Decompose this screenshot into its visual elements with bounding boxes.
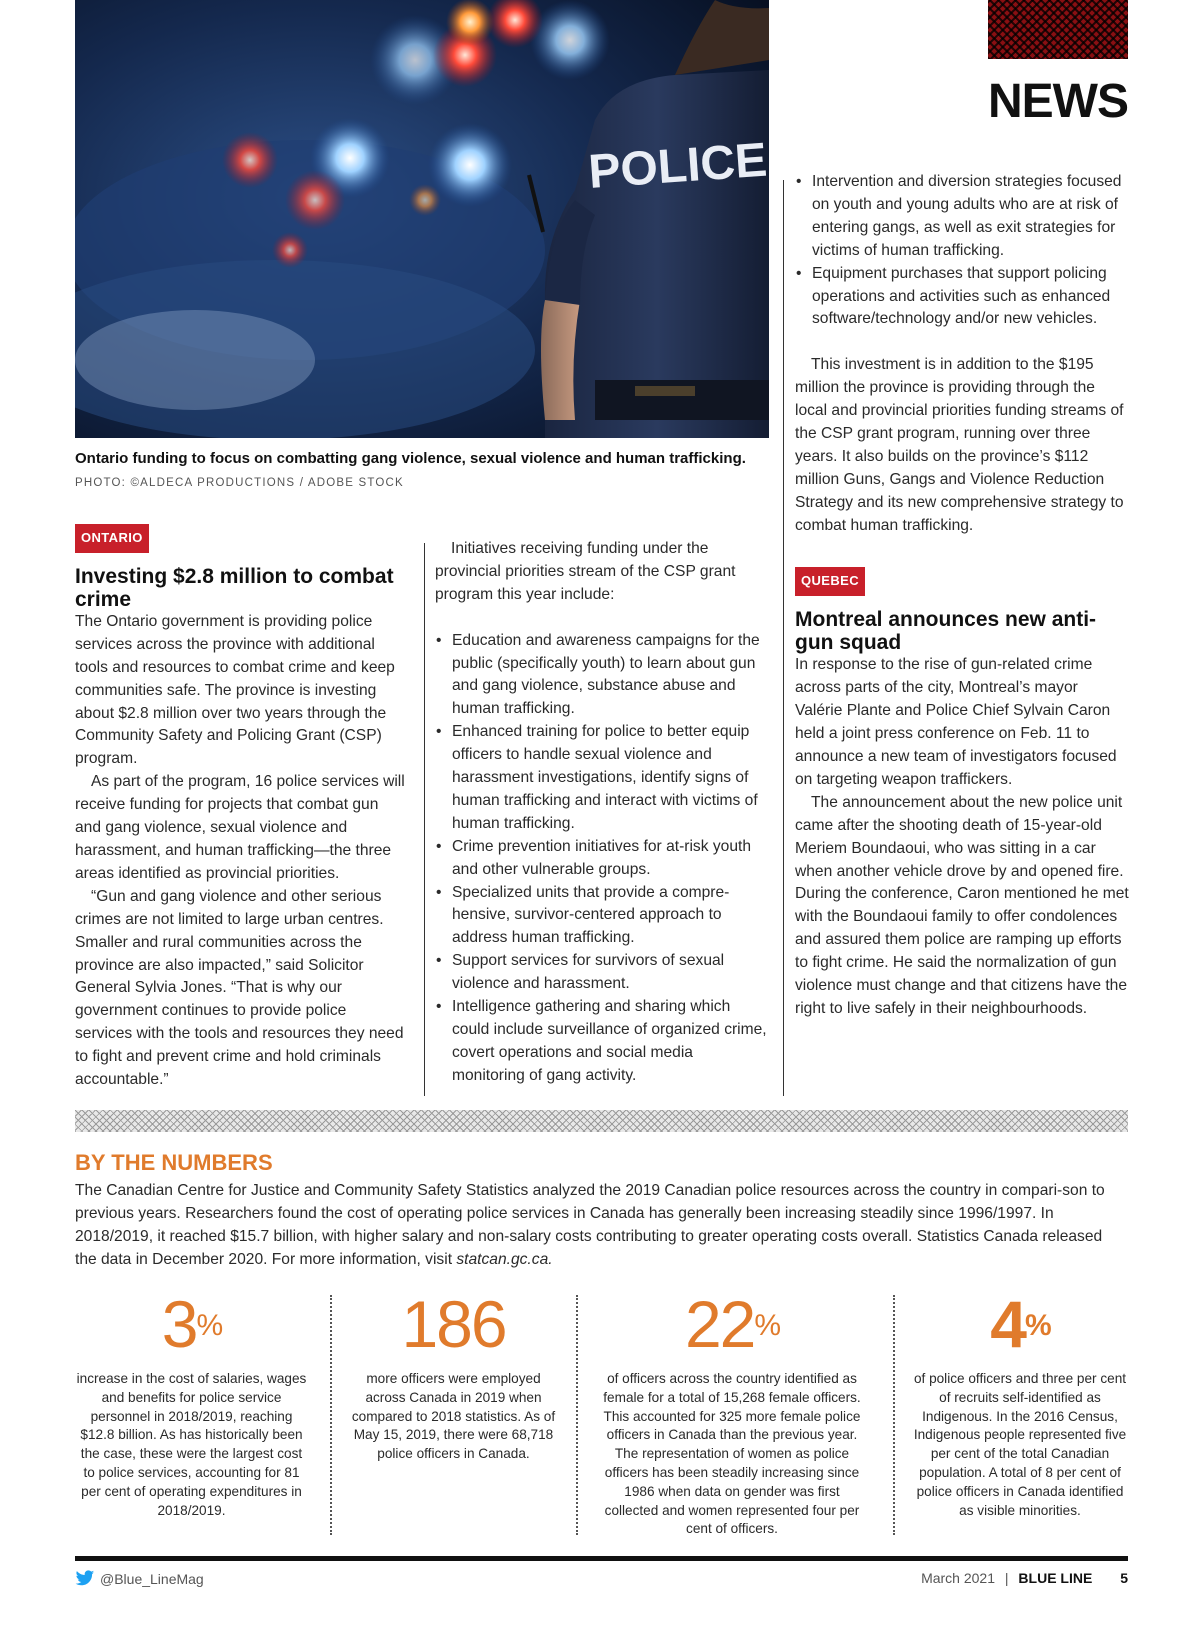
intro-text: The Canadian Centre for Justice and Community Safety Statistics analyzed the 2019 Canadian police resources across the country in compari-son to previous years. Researchers found the cost of operating police services in Canada has generally been increasing steadily since 1996/1997. In 2018/2019, it reached $15.7 billion, with higher salary and non-salary costs contributing to greater operating costs overall. Statistics Canada released the data in December 2020. For more information, visit (75, 1182, 1105, 1268)
stat-block (346, 1288, 561, 1464)
stat-description: of officers across the country identified as female for a total of 15,268 female officers. This accounted for 325 more female police officers in Canada than the previous year. The representation of women as police officers has been steadily increasing since 1986 when data on gender was first collected and women represented four per cent of officers. (603, 1371, 861, 1537)
footer-info (921, 1570, 1128, 1586)
stat-description: of police officers and three per cent of recruits self-identified as Indigenous. In the 2016 Census, Indigenous people represented five per cent of the total Canadian population. A total of 8 per cent of police officers in Canada identified as visible minorities. (913, 1371, 1127, 1518)
stat-block (75, 1288, 308, 1520)
ontario-paragraph: “Gun and gang violence and other serious crimes are not limited to large urban centres. Smaller and rural communities across the province are also impacted,” said Solicitor General Sylvia Jones. “That is why our government continues to provide police services with the tools and resources they need to fight and prevent crime and hold criminals accountable.” (75, 887, 404, 1089)
quebec-paragraph: In response to the rise of gun-related crime across parts of the city, Montreal’s mayor Valérie Plante and Police Chief Sylvain Caron held a joint press conference on Feb. 11 to announce a new team of investigators focused on targeting weapon traffickers. (795, 656, 1117, 788)
twitter-handle[interactable]: @Blue_LineMag (100, 1570, 204, 1587)
dotted-divider (576, 1295, 578, 1535)
list-item: • Enhanced training for police to better equip officers to handle sexual violence and harassment investigations, identify signs of human trafficking and interact with victims of human trafficking. (435, 721, 767, 836)
list-item: • Support services for survivors of sexual violence and harassment. (435, 950, 767, 996)
quebec-headline: Montreal announces new anti-gun squad (795, 608, 1097, 655)
right-column (795, 171, 1129, 1021)
by-the-numbers-intro (75, 1180, 1128, 1272)
dotted-divider (893, 1295, 895, 1535)
statcan-link[interactable]: statcan.gc.ca. (456, 1250, 553, 1268)
decorative-hatch-block (988, 0, 1128, 59)
by-the-numbers-title: BY THE NUMBERS (75, 1150, 273, 1175)
stat-value: 186 (401, 1287, 506, 1361)
dotted-divider (330, 1295, 332, 1535)
stat-description: increase in the cost of salaries, wages and benefits for police service personnel in 2018/2019, reaching $12.8 billion. As has historically been the case, these were the largest cost to police services, accounting for 81 per cent of operating expenditures in 2018/2019. (76, 1371, 307, 1518)
page-number: 5 (1120, 1570, 1128, 1586)
ontario-intro: Initiatives receiving funding under the provincial priorities stream of the CSP grant program this year include: (435, 540, 736, 603)
ontario-tag: ONTARIO (75, 524, 149, 553)
stat-value: 3% (161, 1287, 222, 1361)
ontario-column-2 (435, 538, 767, 1088)
stat-block (596, 1288, 868, 1539)
column-divider (783, 180, 784, 1096)
section-title: NEWS (988, 75, 1128, 128)
magazine-name: BLUE LINE (1018, 1570, 1093, 1586)
quebec-tag: QUEBEC (795, 567, 865, 596)
stat-value: 4% (990, 1287, 1050, 1361)
police-officer-photo (75, 0, 769, 438)
caption-text: Ontario funding to focus on combatting gang violence, sexual violence and human trafficking. (75, 450, 746, 467)
footer-separator: | (1004, 1570, 1009, 1586)
list-item: • Crime prevention initiatives for at-risk youth and other vulnerable groups. (435, 836, 767, 882)
hero-photo (75, 0, 769, 438)
ontario-headline: Investing $2.8 million to combat crime (75, 564, 394, 611)
stat-block (912, 1288, 1128, 1520)
stat-value: 22% (684, 1287, 780, 1361)
vest-police-text: POLICE (586, 133, 769, 199)
funding-list-cont (795, 171, 1129, 331)
footer-rule (75, 1556, 1128, 1561)
list-item: • Intelligence gathering and sharing which could include surveillance of organized crime, covert operations and social media monitoring of gang activity. (435, 996, 767, 1088)
list-item: • Equipment purchases that support policing operations and activities such as enhanced software/technology and/or new vehicles. (795, 263, 1129, 332)
ontario-closing: This investment is in addition to the $195 million the province is providing through the local and provincial priorities funding streams of the CSP grant program, running over three years. It also builds on the province’s $112 million Guns, Gangs and Violence Reduction Strategy and its new comprehensive strategy to combat human trafficking. (795, 356, 1124, 534)
column-divider (424, 543, 425, 1096)
ontario-paragraph: As part of the program, 16 police services will receive funding for projects that combat gun and gang violence, sexual violence and harassment, and human trafficking—the three areas identified as provincial priorities. (75, 773, 405, 882)
list-item: • Intervention and diversion strategies focused on youth and young adults who are at risk of entering gangs, as well as exit strategies for victims of human trafficking. (795, 171, 1129, 263)
twitter-icon (75, 1570, 95, 1587)
footer-social (75, 1570, 204, 1587)
decorative-divider (75, 1110, 1128, 1132)
ontario-paragraph: The Ontario government is providing police services across the province with additional tools and resources to combat crime and keep communities safe. The province is investing about $2.8 million over two years through the Community Safety and Policing Grant (CSP) program. (75, 612, 395, 768)
list-item: • Specialized units that provide a compre-hensive, survivor-centered approach to address human trafficking. (435, 882, 767, 951)
quebec-paragraph: The announcement about the new police unit came after the shooting death of 15-year-old Meriem Boundaoui, who was sitting in a car when another vehicle drove by and opened fire. During the conference, Caron mentioned he met with the Boundaoui family to offer condolences and assured them police are ramping up efforts to fight crime. He said the normalization of gun violence must change and that citizens have the right to live safely in their neighbourhoods. (795, 793, 1129, 1017)
stat-description: more officers were employed across Canada in 2019 when compared to 2018 statistics. As of May 15, 2019, there were 68,718 police officers in Canada. (351, 1371, 556, 1462)
funding-list (435, 630, 767, 1088)
issue-date: March 2021 (921, 1570, 995, 1586)
photo-credit: PHOTO: ©ALDECA PRODUCTIONS / ADOBE STOCK (75, 477, 404, 489)
photo-caption (75, 447, 769, 495)
ontario-column (75, 524, 407, 1092)
list-item: • Education and awareness campaigns for the public (specifically youth) to learn about gun and gang violence, substance abuse and human trafficking. (435, 630, 767, 722)
